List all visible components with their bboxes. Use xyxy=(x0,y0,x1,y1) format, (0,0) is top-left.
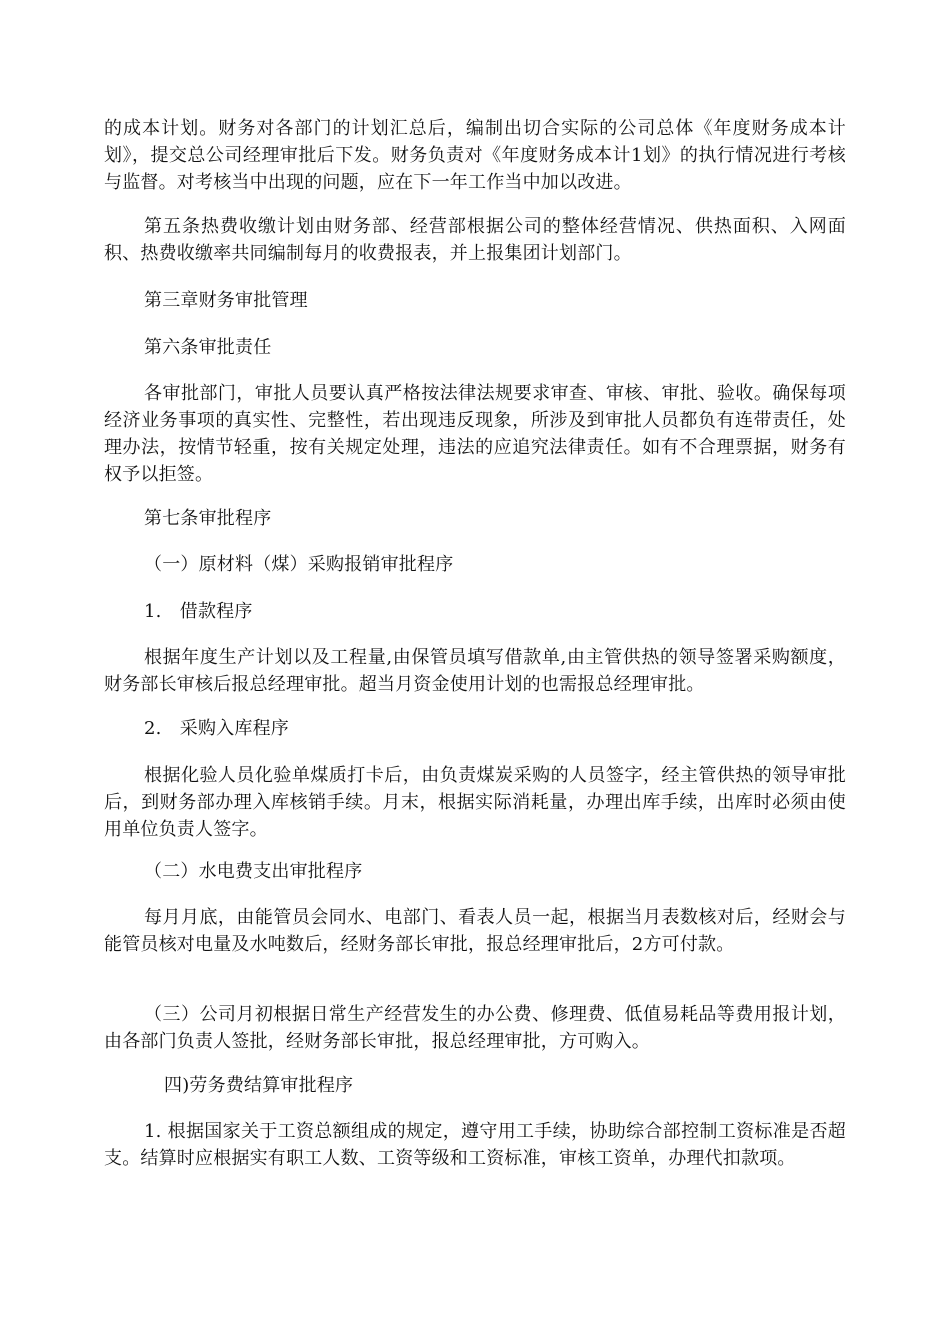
paragraph-approval-responsibility: 各审批部门，审批人员要认真严格按法律法规要求审查、审核、审批、验收。确保每项经济业务事项的真实性、完整性，若出现违反现象，所涉及到审批人员都负有连带责任，处理办法，按情节轻重，按有关规定处理，违法的应追究法律责任。如有不合理票据，财务有权予以拒签。 xyxy=(104,383,846,485)
paragraph-article-5: 第五条热费收缴计划由财务部、经营部根据公司的整体经营情况、供热面积、入网面积、热费收缴率共同编制每月的收费报表，并上报集团计划部门。 xyxy=(104,216,846,264)
article-6-heading: 第六条审批责任 xyxy=(144,337,272,358)
section-1-heading: （一）原材料（煤）采购报销审批程序 xyxy=(144,554,454,575)
paragraph-labor-settlement: 1. 根据国家关于工资总额组成的规定，遵守用工手续，协助综合部控制工资标准是否超支。结算时应根据实有职工人数、工资等级和工资标准，审核工资单，办理代扣款项。 xyxy=(104,1121,846,1169)
section-4-heading: 四)劳务费结算审批程序 xyxy=(164,1075,354,1096)
article-7-heading: 第七条审批程序 xyxy=(144,508,272,529)
paragraph-loan-procedure: 根据年度生产计划以及工程量,由保管员填写借款单,由主管供热的领导签署采购额度，财务部长审核后报总经理审批。超当月资金使用计划的也需报总经理审批。 xyxy=(104,647,846,695)
paragraph-section-3: （三）公司月初根据日常生产经营发生的办公费、修理费、低值易耗品等费用报计划，由各部门负责人签批，经财务部长审批，报总经理审批，方可购入。 xyxy=(104,1004,846,1052)
chapter-3-heading: 第三章财务审批管理 xyxy=(144,290,308,311)
item-1-heading: 1. 借款程序 xyxy=(144,601,253,622)
item-2-heading: 2. 采购入库程序 xyxy=(144,718,289,739)
paragraph-warehousing-procedure: 根据化验人员化验单煤质打卡后，由负责煤炭采购的人员签字，经主管供热的领导审批后，到财务部办理入库核销手续。月末，根据实际消耗量，办理出库手续，出库时必须由使用单位负责人签字。 xyxy=(104,765,846,840)
paragraph-cost-plan: 的成本计划。财务对各部门的计划汇总后，编制出切合实际的公司总体《年度财务成本计划》，提交总公司经理审批后下发。财务负责对《年度财务成本计1划》的执行情况进行考核与监督。对考核当中出现的问题，应在下一年工作当中加以改进。 xyxy=(104,118,846,193)
paragraph-utilities-procedure: 每月月底，由能管员会同水、电部门、看表人员一起，根据当月表数核对后，经财会与能管员核对电量及水吨数后，经财务部长审批，报总经理审批后，2方可付款。 xyxy=(104,907,846,955)
section-2-heading: （二）水电费支出审批程序 xyxy=(144,861,363,882)
